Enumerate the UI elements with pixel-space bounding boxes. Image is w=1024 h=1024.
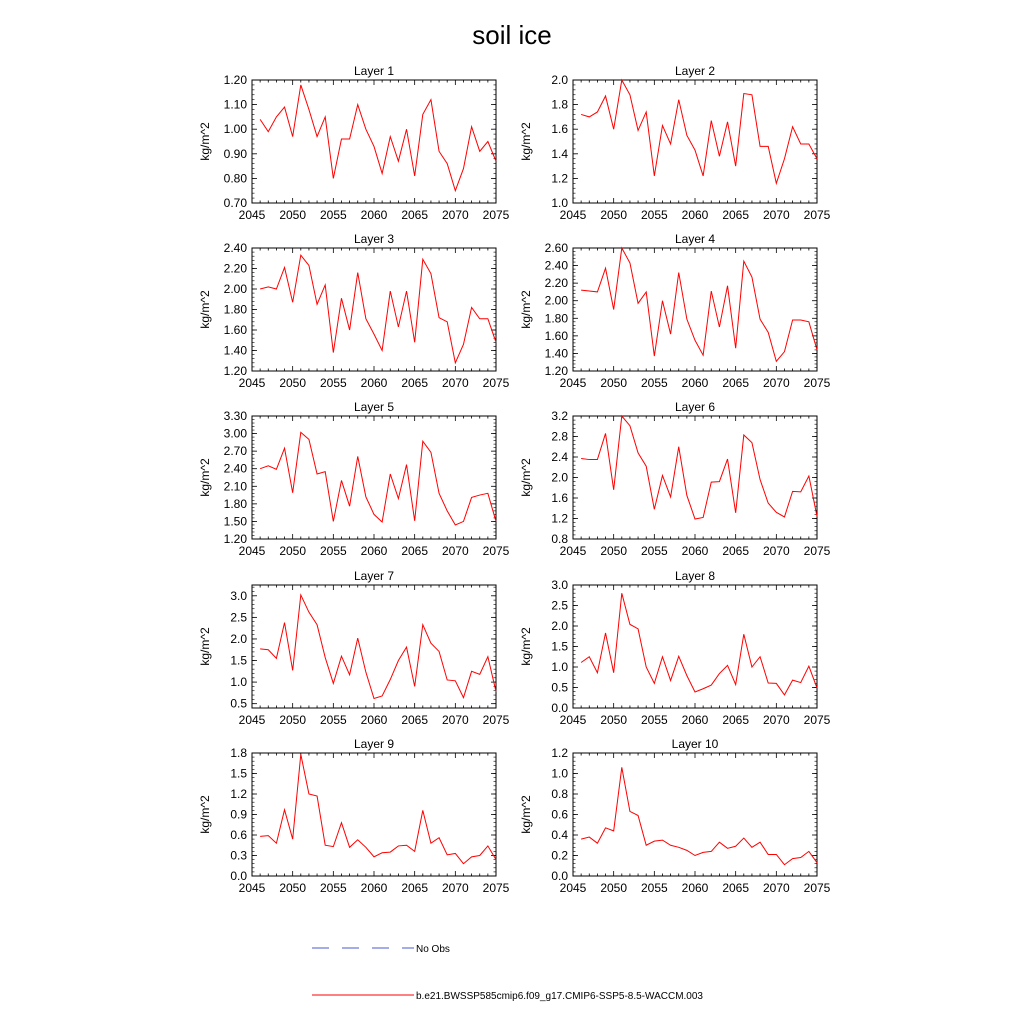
y-tick-label: 1.60 — [223, 323, 247, 337]
x-tick-label: 2075 — [482, 544, 510, 558]
x-tick-label: 2070 — [762, 881, 790, 895]
y-tick-label: 1.00 — [223, 122, 247, 137]
y-tick-label: 1.80 — [223, 496, 247, 511]
y-tick-label: 2.0 — [551, 470, 568, 485]
panel-title: Layer 7 — [353, 569, 395, 583]
panels — [198, 64, 831, 895]
x-tick-label: 2070 — [441, 881, 469, 895]
x-tick-label: 2070 — [441, 376, 469, 390]
x-tick-label: 2075 — [803, 376, 831, 390]
x-tick-label: 2045 — [238, 376, 266, 390]
x-tick-label: 2045 — [238, 881, 266, 895]
x-tick-label: 2070 — [762, 208, 790, 222]
y-tick-label: 1.60 — [544, 328, 568, 343]
series-line-model — [260, 754, 496, 863]
x-tick-label: 2070 — [762, 376, 790, 390]
panel-layer-6 — [519, 400, 831, 558]
x-tick-label: 2055 — [640, 881, 668, 895]
x-tick-label: 2045 — [559, 544, 587, 558]
y-tick-label: 3.2 — [551, 409, 568, 423]
plot-frame — [252, 80, 496, 203]
x-tick-label: 2065 — [722, 713, 750, 727]
y-tick-label: 2.8 — [551, 429, 568, 444]
x-tick-label: 2065 — [722, 544, 750, 558]
panel-title: Layer 8 — [674, 569, 716, 583]
y-tick-label: 1.2 — [551, 746, 568, 760]
panel-layer-7 — [198, 569, 510, 727]
y-tick-label: 1.6 — [551, 491, 568, 505]
y-tick-label: 0.2 — [551, 848, 568, 863]
y-tick-label: 1.0 — [551, 196, 568, 210]
plot-frame — [573, 80, 817, 203]
y-tick-label: 3.00 — [223, 426, 247, 441]
x-tick-label: 2055 — [640, 208, 668, 222]
y-tick-label: 1.4 — [551, 146, 568, 161]
y-tick-label: 1.2 — [230, 787, 247, 801]
series-line-model — [581, 593, 817, 695]
y-tick-label: 0.4 — [551, 828, 568, 842]
y-tick-label: 2.4 — [551, 450, 568, 464]
x-tick-label: 2055 — [640, 713, 668, 727]
y-tick-label: 0.80 — [223, 171, 247, 186]
y-tick-label: 1.0 — [551, 766, 568, 781]
x-tick-label: 2075 — [803, 544, 831, 558]
series-line-model — [581, 416, 817, 519]
plot-frame — [573, 416, 817, 539]
panel-title: Layer 5 — [353, 400, 395, 414]
y-tick-label: 2.00 — [544, 293, 568, 308]
y-tick-label: 0.0 — [230, 869, 247, 883]
x-tick-label: 2065 — [722, 881, 750, 895]
y-axis-label: kg/m^2 — [519, 122, 533, 161]
y-tick-label: 1.8 — [551, 97, 568, 112]
x-tick-label: 2070 — [762, 713, 790, 727]
x-tick-label: 2045 — [238, 544, 266, 558]
figure-title: soil ice — [472, 20, 552, 50]
y-axis-label: kg/m^2 — [198, 290, 212, 329]
x-tick-label: 2045 — [559, 376, 587, 390]
y-axis-label: kg/m^2 — [519, 795, 533, 834]
x-tick-label: 2050 — [279, 713, 307, 727]
y-tick-label: 2.5 — [551, 598, 568, 613]
x-tick-label: 2075 — [803, 881, 831, 895]
plot-frame — [252, 753, 496, 876]
x-tick-label: 2050 — [600, 713, 628, 727]
plot-frame — [573, 248, 817, 371]
y-tick-label: 0.6 — [230, 828, 247, 842]
plot-frame — [573, 753, 817, 876]
y-axis-label: kg/m^2 — [198, 627, 212, 666]
y-tick-label: 2.40 — [223, 241, 247, 255]
legend-obs-label: No Obs — [416, 944, 450, 955]
x-tick-label: 2045 — [559, 881, 587, 895]
x-tick-label: 2045 — [559, 208, 587, 222]
y-tick-label: 0.70 — [223, 196, 247, 210]
x-tick-label: 2060 — [681, 544, 709, 558]
x-tick-label: 2065 — [722, 376, 750, 390]
x-tick-label: 2050 — [600, 881, 628, 895]
x-tick-label: 2065 — [401, 544, 429, 558]
series-line-model — [581, 248, 817, 361]
x-tick-label: 2070 — [762, 544, 790, 558]
y-tick-label: 0.5 — [551, 680, 568, 695]
panel-layer-8 — [519, 569, 831, 727]
y-tick-label: 1.10 — [223, 97, 247, 112]
panel-layer-5 — [198, 400, 510, 558]
y-tick-label: 2.20 — [544, 276, 568, 291]
y-tick-label: 0.5 — [230, 696, 247, 711]
y-tick-label: 1.0 — [230, 675, 247, 690]
y-tick-label: 3.30 — [223, 409, 247, 423]
y-tick-label: 1.20 — [544, 364, 568, 378]
y-tick-label: 2.10 — [223, 479, 247, 494]
panel-title: Layer 3 — [353, 232, 395, 246]
x-tick-label: 2050 — [279, 208, 307, 222]
y-tick-label: 2.40 — [544, 258, 568, 273]
y-axis-label: kg/m^2 — [198, 458, 212, 497]
x-tick-label: 2060 — [360, 544, 388, 558]
x-tick-label: 2065 — [722, 208, 750, 222]
series-line-model — [260, 432, 496, 525]
x-tick-label: 2045 — [238, 713, 266, 727]
x-tick-label: 2065 — [401, 376, 429, 390]
panel-layer-4 — [519, 232, 831, 390]
x-tick-label: 2055 — [640, 544, 668, 558]
x-tick-label: 2055 — [319, 544, 347, 558]
x-tick-label: 2050 — [279, 376, 307, 390]
panel-layer-2 — [519, 64, 831, 222]
x-tick-label: 2065 — [401, 881, 429, 895]
y-tick-label: 1.50 — [223, 514, 247, 529]
panel-title: Layer 6 — [674, 400, 716, 414]
y-tick-label: 1.20 — [223, 73, 247, 87]
y-tick-label: 1.5 — [230, 766, 247, 781]
y-tick-label: 1.80 — [223, 302, 247, 317]
x-tick-label: 2055 — [319, 881, 347, 895]
x-tick-label: 2070 — [441, 544, 469, 558]
y-tick-label: 0.0 — [551, 869, 568, 883]
y-tick-label: 0.6 — [551, 807, 568, 822]
x-tick-label: 2045 — [238, 208, 266, 222]
y-tick-label: 0.0 — [551, 701, 568, 715]
y-tick-label: 1.5 — [230, 653, 247, 668]
y-tick-label: 2.0 — [230, 631, 247, 646]
y-tick-label: 3.0 — [230, 588, 247, 603]
series-line-model — [260, 595, 496, 699]
x-tick-label: 2075 — [803, 713, 831, 727]
legend-model-label: b.e21.BWSSP585cmip6.f09_g17.CMIP6-SSP5-8.5-WACCM.003 — [416, 991, 703, 1002]
series-line-model — [581, 767, 817, 864]
y-tick-label: 2.70 — [223, 444, 247, 459]
x-tick-label: 2060 — [360, 208, 388, 222]
x-tick-label: 2065 — [401, 713, 429, 727]
y-tick-label: 3.0 — [551, 578, 568, 592]
y-tick-label: 1.40 — [544, 346, 568, 361]
y-tick-label: 2.60 — [544, 241, 568, 255]
x-tick-label: 2075 — [482, 881, 510, 895]
y-tick-label: 1.40 — [223, 343, 247, 358]
panel-layer-3 — [198, 232, 510, 390]
series-line-model — [581, 80, 817, 183]
y-tick-label: 1.2 — [551, 171, 568, 186]
y-tick-label: 2.0 — [551, 619, 568, 633]
x-tick-label: 2050 — [600, 208, 628, 222]
x-tick-label: 2060 — [360, 881, 388, 895]
y-tick-label: 1.0 — [551, 660, 568, 674]
x-tick-label: 2055 — [319, 208, 347, 222]
y-axis-label: kg/m^2 — [519, 290, 533, 329]
y-tick-label: 0.9 — [230, 807, 247, 822]
x-tick-label: 2070 — [441, 208, 469, 222]
series-line-model — [260, 85, 496, 191]
x-tick-label: 2045 — [559, 713, 587, 727]
y-tick-label: 1.8 — [230, 746, 247, 760]
x-tick-label: 2060 — [681, 376, 709, 390]
y-tick-label: 0.8 — [551, 787, 568, 801]
y-tick-label: 0.8 — [551, 532, 568, 546]
x-tick-label: 2060 — [681, 208, 709, 222]
y-tick-label: 2.20 — [223, 261, 247, 276]
x-tick-label: 2060 — [681, 881, 709, 895]
legend — [312, 944, 703, 1002]
panel-title: Layer 1 — [353, 64, 395, 78]
x-tick-label: 2075 — [482, 376, 510, 390]
y-tick-label: 1.6 — [551, 122, 568, 137]
x-tick-label: 2075 — [482, 713, 510, 727]
panel-layer-10 — [519, 737, 831, 895]
x-tick-label: 2060 — [360, 713, 388, 727]
y-tick-label: 2.00 — [223, 282, 247, 296]
panel-title: Layer 4 — [674, 232, 716, 246]
x-tick-label: 2055 — [319, 713, 347, 727]
x-tick-label: 2075 — [803, 208, 831, 222]
y-tick-label: 1.5 — [551, 639, 568, 654]
x-tick-label: 2050 — [600, 544, 628, 558]
x-tick-label: 2065 — [401, 208, 429, 222]
x-tick-label: 2050 — [279, 881, 307, 895]
x-tick-label: 2050 — [279, 544, 307, 558]
y-tick-label: 2.0 — [551, 73, 568, 87]
y-tick-label: 2.5 — [230, 610, 247, 625]
x-tick-label: 2075 — [482, 208, 510, 222]
y-axis-label: kg/m^2 — [519, 627, 533, 666]
y-tick-label: 2.40 — [223, 461, 247, 476]
y-tick-label: 0.3 — [230, 848, 247, 863]
y-axis-label: kg/m^2 — [198, 122, 212, 161]
panel-layer-9 — [198, 737, 510, 895]
y-axis-label: kg/m^2 — [198, 795, 212, 834]
y-axis-label: kg/m^2 — [519, 458, 533, 497]
y-tick-label: 0.90 — [223, 146, 247, 161]
x-tick-label: 2055 — [319, 376, 347, 390]
series-line-model — [260, 255, 496, 363]
panel-title: Layer 9 — [353, 737, 395, 751]
panel-title: Layer 2 — [674, 64, 716, 78]
y-tick-label: 1.20 — [223, 532, 247, 546]
y-tick-label: 1.80 — [544, 311, 568, 326]
panel-layer-1 — [198, 64, 510, 222]
x-tick-label: 2060 — [681, 713, 709, 727]
y-tick-label: 1.2 — [551, 511, 568, 526]
x-tick-label: 2050 — [600, 376, 628, 390]
panel-title: Layer 10 — [671, 737, 719, 751]
y-tick-label: 1.20 — [223, 364, 247, 378]
plot-frame — [252, 416, 496, 539]
x-tick-label: 2070 — [441, 713, 469, 727]
x-tick-label: 2060 — [360, 376, 388, 390]
x-tick-label: 2055 — [640, 376, 668, 390]
